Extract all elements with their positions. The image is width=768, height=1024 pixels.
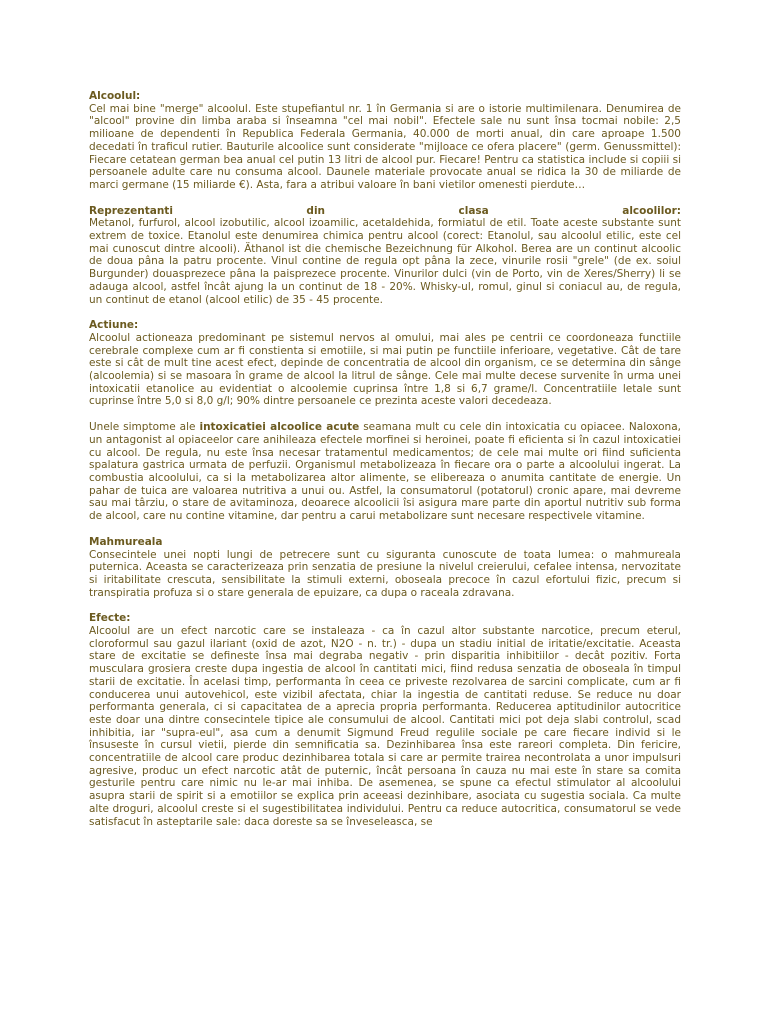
section-heading: Efecte: xyxy=(89,612,131,625)
section-paragraph: Metanol, furfurol, alcool izobutilic, alcool izoamilic, acetaldehida, formiatul de etil. Toate aceste substante sunt extrem de toxice. Etanolul este denumirea chimica pentru alcool (corect: Etanolul, sau alcoolul etilic, este cel mai cunoscut dintre alcooli). Äthanol ist die chemische Bezeichnung für Alkohol. Berea are un continut alcoolic de doua pâna la patru procente. Vinul contine de regula opt pâna la zece, vinurile rosii "grele" (de ex. soiul Burgunder) douasprezece pâna la paisprezece procente. Vinurilor dulci (vin de Porto, vin de Xeres/Sherry) li se adauga alcool, astfel încât ajung la un continut de 18 - 20%. Whisky-ul, romul, ginul si coniacul au, de regula, un continut de etanol (alcool etilic) de 35 - 45 procente. xyxy=(89,217,681,306)
paragraph-rest: seamana mult cu cele din intoxicatia cu opiacee. Naloxona, un antagonist al opiaceelor care anihileaza efectele morfinei si heroinei, poate fi eficienta si în cazul intoxicatiei cu alcool. De regula, nu este însa necesar tratamentul medicamentos; de cele mai multe ori fiind suficienta spalatura gastrica urmata de perfuzii. Organismul metabolizeaza în fiecare ora o parte a alcoolului ingerat. La combustia alcoolului, ca si la metabolizarea altor alimente, se elibereaza o anumita cantitate de energie. Un pahar de tuica are valoarea nutritiva a unui ou. Astfel, la consumatorul (potatorul) cronic apare, mai devreme sau mai târziu, o stare de avitaminoza, deoarece alcoolicii îsi asigura mare parte din aportul nutritiv sub forma de alcool, care nu contine vitamine, dar pentru a carui metabolizare sunt necesare respectivele vitamine. xyxy=(89,421,681,523)
section-efecte xyxy=(89,612,681,828)
section-alcoolul xyxy=(89,90,681,192)
section-paragraph: Consecintele unei nopti lungi de petrecere sunt cu siguranta cunoscute de toata lumea: o mahmureala puternica. Aceasta se caracterizeaza prin senzatia de presiune la nivelul creierului, cefalee intensa, nervozitate si iritabilitate crescuta, sensibilitate la stimuli externi, oboseala precoce în cazul efortului fizic, precum si transpiratia profuza si o stare generala de epuizare, ca dupa o raceala zdravana. xyxy=(89,548,681,599)
section-heading: Alcoolul: xyxy=(89,90,141,102)
section-reprezentanti xyxy=(89,205,681,307)
document-body xyxy=(89,90,681,841)
section-paragraph: Alcoolul actioneaza predominant pe sistemul nervos al omului, mai ales pe centrii ce coordoneaza functiile cerebrale complexe cum ar fi constienta si emotiile, si mai putin pe functiile inferioare, vegetative. Cât de tare este si cât de mult tine acest efect, depinde de concentratia de alcool din organism, ce se determina din sânge (alcoolemia) si se masoara în grame de alcool la litrul de sânge. Cele mai multe decese survenite în urma unei intoxicatii etanolice au evidentiat o alcoolemie cuprinsa între 1,8 si 6,7 grame/l. Concentratiile letale sunt cuprinse între 5,0 si 8,0 g/l; 90% dintre persoanele ce prezinta aceste valori decedeaza. xyxy=(89,331,681,408)
paragraph-lead: Unele simptome ale xyxy=(89,421,200,434)
section-heading: Mahmureala xyxy=(89,535,163,548)
section-heading xyxy=(89,205,681,218)
heading-word: alcoolilor: xyxy=(622,204,681,217)
emphasized-term: intoxicatiei alcoolice acute xyxy=(199,421,360,434)
section-paragraph: Cel mai bine "merge" alcoolul. Este stupefiantul nr. 1 în Germania si are o istorie multimilenara. Denumirea de "alcool" provine din limba araba si înseamna "cel mai nobil". Efectele sale nu sunt însa tocmai nobile: 2,5 milioane de dependenti în Republica Federala Germania, 40.000 de morti anual, din care aproape 1.500 decedati în traficul rutier. Bauturile alcoolice sunt considerate "mijloace ce ofera placere" (germ. Genussmittel): Fiecare cetatean german bea anual cel putin 13 litri de alcool pur. Fiecare! Pentru ca statistica include si copiii si persoanele adulte care nu consuma alcool. Daunele materiale provocate anual se ridica la 30 de miliarde de marci germane (15 miliarde €). Asta, fara a atribui valoare în bani vietilor omenesti pierdute… xyxy=(89,102,681,191)
heading-word: clasa xyxy=(458,204,489,217)
section-mahmureala xyxy=(89,536,681,600)
section-paragraph: Alcoolul are un efect narcotic care se instaleaza - ca în cazul altor substante narcotice, precum eterul, cloroformul sau gazul ilariant (oxid de azot, N2O - n. tr.) - dupa un stadiu initial de iritatie/excitatie. Aceasta stare de excitatie se defineste însa mai degraba negativ - prin disparitia inhibitiilor - decât pozitiv. Forta musculara grosiera creste dupa ingestia de alcool în cantitati mici, fiind redusa senzatia de oboseala în timpul starii de excitatie. În acelasi timp, performanta în ceea ce priveste rezolvarea de sarcini complicate, cum ar fi conducerea unui autovehicol, este vizibil afectata, chiar la ingestia de cantitati reduse. Se reduce nu doar performanta generala, ci si capacitatea de a aprecia propria performanta. Reducerea aptitudinilor autocritice este doar una dintre consecintele tipice ale consumului de alcool. Cantitati mici pot deja slabi controlul, scad inhibitia, iar "supra-eul", asa cum a denumit Sigmund Freud regulile sociale pe care fiecare individ si le însuseste în cursul vietii, pierde din semnificatia sa. Dezinhibarea însa este rareori completa. Din fericire, concentratiile de alcool care produc dezinhibarea totala si care ar permite trairea necontrolata a unor impulsuri agresive, produc un efect narcotic atât de puternic, încât persoana în cauza nu mai este în stare sa comita gesturile pentru care nimic nu le-ar mai inhiba. De asemenea, se spune ca efectul stimulator al alcoolului asupra starii de spirit si a emotiilor se explica prin aceeasi dezinhibare, asociata cu sugestia sociala. Ca multe alte droguri, alcoolul creste si el sugestibilitatea individului. Pentru ca reduce autocritica, consumatorul se vede satisfacut în asteptarile sale: daca doreste sa se înveseleasca, se xyxy=(89,625,681,828)
section-heading: Actiune: xyxy=(89,319,139,332)
heading-word: Reprezentanti xyxy=(89,204,173,217)
heading-word: din xyxy=(306,204,326,217)
section-intoxicatie xyxy=(89,421,681,523)
section-paragraph xyxy=(89,421,681,523)
section-actiune xyxy=(89,319,681,408)
